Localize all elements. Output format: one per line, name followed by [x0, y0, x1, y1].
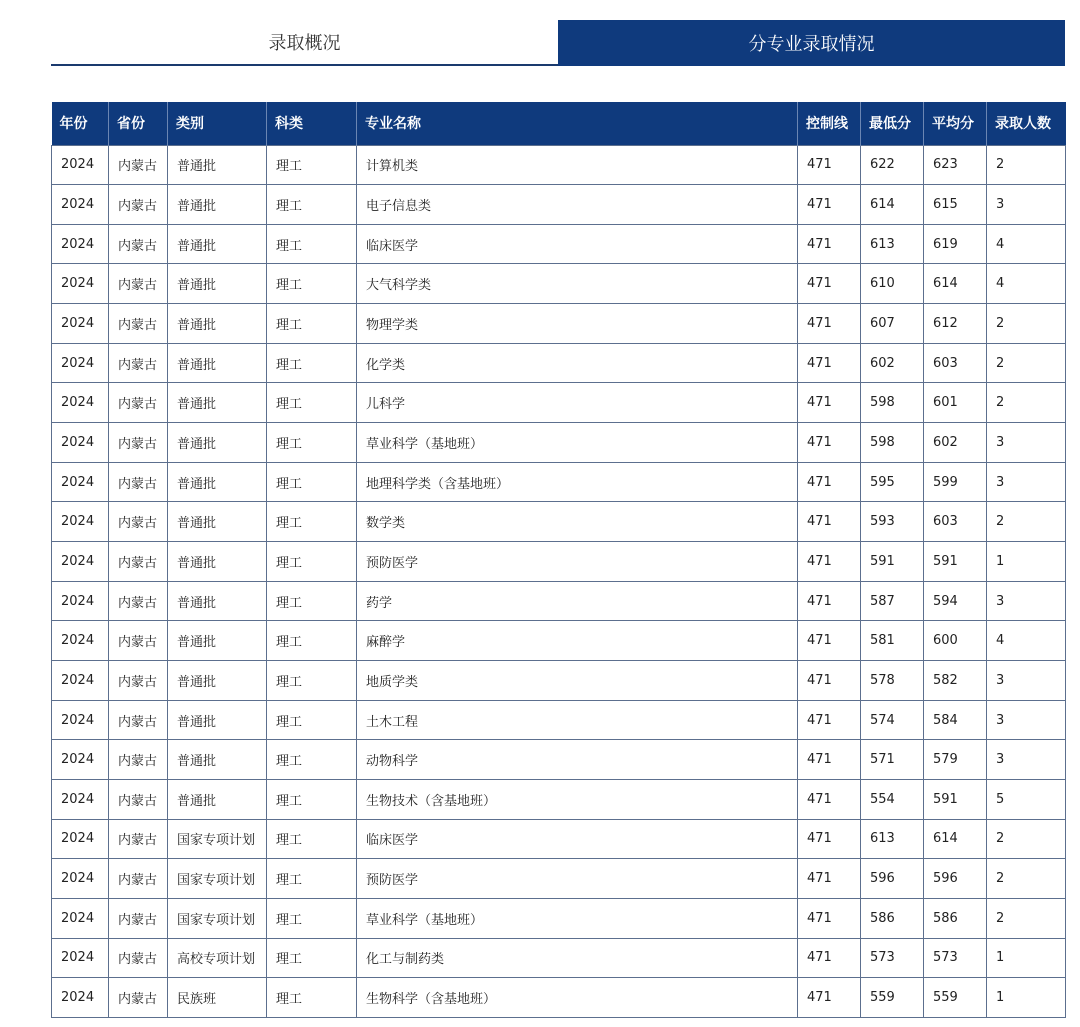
cell-col-admitted-count: 2 [987, 898, 1066, 938]
cell-col-year: 2024 [52, 581, 109, 621]
table-row [52, 780, 1066, 820]
cell-col-control-line: 471 [798, 938, 861, 978]
tab-admission-by-major[interactable]: 分专业录取情况 [558, 20, 1065, 66]
cell-col-province: 内蒙古 [109, 740, 168, 780]
cell-col-province: 内蒙古 [109, 859, 168, 899]
cell-col-subject-type: 理工 [267, 740, 357, 780]
cell-col-province: 内蒙古 [109, 224, 168, 264]
cell-col-major-name: 药学 [357, 581, 798, 621]
cell-col-avg-score: 614 [924, 264, 987, 304]
table-header-row [52, 102, 1066, 145]
tab-admission-overview[interactable]: 录取概况 [51, 20, 558, 66]
cell-col-major-name: 临床医学 [357, 819, 798, 859]
cell-col-subject-type: 理工 [267, 423, 357, 463]
cell-col-min-score: 614 [861, 185, 924, 225]
cell-col-year: 2024 [52, 502, 109, 542]
table-row [52, 898, 1066, 938]
cell-col-min-score: 581 [861, 621, 924, 661]
table-row [52, 740, 1066, 780]
cell-col-category: 国家专项计划 [168, 898, 267, 938]
table-row [52, 938, 1066, 978]
cell-col-subject-type: 理工 [267, 502, 357, 542]
table-row [52, 819, 1066, 859]
cell-col-year: 2024 [52, 700, 109, 740]
cell-col-subject-type: 理工 [267, 383, 357, 423]
cell-col-avg-score: 586 [924, 898, 987, 938]
cell-col-subject-type: 理工 [267, 343, 357, 383]
cell-col-avg-score: 594 [924, 581, 987, 621]
cell-col-avg-score: 602 [924, 423, 987, 463]
cell-col-min-score: 593 [861, 502, 924, 542]
cell-col-category: 国家专项计划 [168, 819, 267, 859]
cell-col-control-line: 471 [798, 264, 861, 304]
cell-col-province: 内蒙古 [109, 304, 168, 344]
cell-col-min-score: 574 [861, 700, 924, 740]
cell-col-min-score: 595 [861, 462, 924, 502]
header-col-major-name: 专业名称 [357, 102, 798, 145]
cell-col-avg-score: 599 [924, 462, 987, 502]
cell-col-year: 2024 [52, 978, 109, 1018]
cell-col-category: 国家专项计划 [168, 859, 267, 899]
cell-col-major-name: 麻醉学 [357, 621, 798, 661]
table-row [52, 661, 1066, 701]
cell-col-category: 普通批 [168, 264, 267, 304]
header-col-category: 类别 [168, 102, 267, 145]
cell-col-control-line: 471 [798, 343, 861, 383]
cell-col-avg-score: 601 [924, 383, 987, 423]
cell-col-admitted-count: 3 [987, 462, 1066, 502]
cell-col-category: 普通批 [168, 780, 267, 820]
cell-col-admitted-count: 3 [987, 661, 1066, 701]
tab-bar [51, 20, 1065, 66]
cell-col-min-score: 571 [861, 740, 924, 780]
cell-col-major-name: 物理学类 [357, 304, 798, 344]
cell-col-province: 内蒙古 [109, 938, 168, 978]
cell-col-year: 2024 [52, 383, 109, 423]
cell-col-category: 普通批 [168, 661, 267, 701]
cell-col-subject-type: 理工 [267, 898, 357, 938]
header-col-min-score: 最低分 [861, 102, 924, 145]
header-col-control-line: 控制线 [798, 102, 861, 145]
cell-col-min-score: 607 [861, 304, 924, 344]
cell-col-category: 普通批 [168, 185, 267, 225]
cell-col-province: 内蒙古 [109, 502, 168, 542]
cell-col-min-score: 587 [861, 581, 924, 621]
cell-col-year: 2024 [52, 343, 109, 383]
cell-col-year: 2024 [52, 145, 109, 185]
cell-col-subject-type: 理工 [267, 978, 357, 1018]
cell-col-min-score: 578 [861, 661, 924, 701]
table-row [52, 502, 1066, 542]
cell-col-category: 高校专项计划 [168, 938, 267, 978]
cell-col-major-name: 电子信息类 [357, 185, 798, 225]
cell-col-subject-type: 理工 [267, 780, 357, 820]
cell-col-province: 内蒙古 [109, 185, 168, 225]
cell-col-min-score: 554 [861, 780, 924, 820]
cell-col-avg-score: 584 [924, 700, 987, 740]
cell-col-category: 普通批 [168, 224, 267, 264]
header-col-avg-score: 平均分 [924, 102, 987, 145]
cell-col-province: 内蒙古 [109, 145, 168, 185]
cell-col-subject-type: 理工 [267, 304, 357, 344]
cell-col-category: 普通批 [168, 304, 267, 344]
cell-col-subject-type: 理工 [267, 661, 357, 701]
cell-col-major-name: 临床医学 [357, 224, 798, 264]
cell-col-admitted-count: 3 [987, 185, 1066, 225]
cell-col-subject-type: 理工 [267, 581, 357, 621]
cell-col-province: 内蒙古 [109, 978, 168, 1018]
cell-col-year: 2024 [52, 819, 109, 859]
cell-col-subject-type: 理工 [267, 145, 357, 185]
cell-col-year: 2024 [52, 780, 109, 820]
cell-col-category: 普通批 [168, 423, 267, 463]
table-header [52, 102, 1066, 145]
cell-col-year: 2024 [52, 542, 109, 582]
cell-col-year: 2024 [52, 462, 109, 502]
cell-col-province: 内蒙古 [109, 661, 168, 701]
header-col-admitted-count: 录取人数 [987, 102, 1066, 145]
cell-col-admitted-count: 3 [987, 423, 1066, 463]
table-row [52, 423, 1066, 463]
cell-col-major-name: 生物技术（含基地班） [357, 780, 798, 820]
cell-col-subject-type: 理工 [267, 542, 357, 582]
cell-col-subject-type: 理工 [267, 621, 357, 661]
cell-col-province: 内蒙古 [109, 700, 168, 740]
cell-col-admitted-count: 2 [987, 383, 1066, 423]
cell-col-subject-type: 理工 [267, 938, 357, 978]
cell-col-province: 内蒙古 [109, 819, 168, 859]
cell-col-admitted-count: 2 [987, 502, 1066, 542]
cell-col-avg-score: 596 [924, 859, 987, 899]
cell-col-subject-type: 理工 [267, 462, 357, 502]
table-row [52, 343, 1066, 383]
cell-col-min-score: 610 [861, 264, 924, 304]
cell-col-province: 内蒙古 [109, 343, 168, 383]
cell-col-avg-score: 591 [924, 780, 987, 820]
cell-col-major-name: 预防医学 [357, 542, 798, 582]
cell-col-major-name: 预防医学 [357, 859, 798, 899]
cell-col-admitted-count: 2 [987, 343, 1066, 383]
header-col-year: 年份 [52, 102, 109, 145]
cell-col-province: 内蒙古 [109, 542, 168, 582]
cell-col-subject-type: 理工 [267, 264, 357, 304]
table-row [52, 700, 1066, 740]
cell-col-category: 普通批 [168, 383, 267, 423]
cell-col-avg-score: 603 [924, 343, 987, 383]
cell-col-admitted-count: 2 [987, 145, 1066, 185]
cell-col-category: 普通批 [168, 462, 267, 502]
cell-col-admitted-count: 1 [987, 938, 1066, 978]
cell-col-category: 普通批 [168, 542, 267, 582]
cell-col-control-line: 471 [798, 462, 861, 502]
cell-col-major-name: 儿科学 [357, 383, 798, 423]
cell-col-province: 内蒙古 [109, 780, 168, 820]
cell-col-admitted-count: 5 [987, 780, 1066, 820]
cell-col-subject-type: 理工 [267, 859, 357, 899]
cell-col-category: 普通批 [168, 700, 267, 740]
cell-col-avg-score: 591 [924, 542, 987, 582]
cell-col-admitted-count: 1 [987, 978, 1066, 1018]
cell-col-avg-score: 582 [924, 661, 987, 701]
cell-col-control-line: 471 [798, 304, 861, 344]
cell-col-admitted-count: 4 [987, 621, 1066, 661]
cell-col-control-line: 471 [798, 740, 861, 780]
cell-col-min-score: 613 [861, 224, 924, 264]
header-col-province: 省份 [109, 102, 168, 145]
cell-col-province: 内蒙古 [109, 898, 168, 938]
table-row [52, 264, 1066, 304]
cell-col-subject-type: 理工 [267, 819, 357, 859]
cell-col-avg-score: 614 [924, 819, 987, 859]
cell-col-category: 普通批 [168, 740, 267, 780]
cell-col-admitted-count: 3 [987, 581, 1066, 621]
table-row [52, 542, 1066, 582]
cell-col-avg-score: 603 [924, 502, 987, 542]
admission-table [51, 102, 1066, 1018]
cell-col-admitted-count: 2 [987, 859, 1066, 899]
table-row [52, 621, 1066, 661]
cell-col-major-name: 计算机类 [357, 145, 798, 185]
cell-col-control-line: 471 [798, 581, 861, 621]
cell-col-control-line: 471 [798, 859, 861, 899]
cell-col-category: 普通批 [168, 502, 267, 542]
cell-col-year: 2024 [52, 938, 109, 978]
cell-col-major-name: 大气科学类 [357, 264, 798, 304]
header-col-subject-type: 科类 [267, 102, 357, 145]
cell-col-province: 内蒙古 [109, 423, 168, 463]
cell-col-min-score: 573 [861, 938, 924, 978]
cell-col-major-name: 地理科学类（含基地班） [357, 462, 798, 502]
admission-table-container [51, 102, 1065, 1018]
cell-col-year: 2024 [52, 621, 109, 661]
table-row [52, 859, 1066, 899]
cell-col-avg-score: 579 [924, 740, 987, 780]
table-row [52, 462, 1066, 502]
cell-col-avg-score: 612 [924, 304, 987, 344]
table-row [52, 185, 1066, 225]
cell-col-category: 普通批 [168, 145, 267, 185]
cell-col-year: 2024 [52, 185, 109, 225]
cell-col-avg-score: 559 [924, 978, 987, 1018]
cell-col-avg-score: 619 [924, 224, 987, 264]
cell-col-admitted-count: 2 [987, 819, 1066, 859]
cell-col-admitted-count: 4 [987, 224, 1066, 264]
table-row [52, 581, 1066, 621]
table-row [52, 383, 1066, 423]
cell-col-admitted-count: 2 [987, 304, 1066, 344]
cell-col-avg-score: 573 [924, 938, 987, 978]
cell-col-control-line: 471 [798, 661, 861, 701]
cell-col-year: 2024 [52, 423, 109, 463]
cell-col-control-line: 471 [798, 224, 861, 264]
table-row [52, 224, 1066, 264]
cell-col-min-score: 613 [861, 819, 924, 859]
cell-col-avg-score: 623 [924, 145, 987, 185]
table-body [52, 145, 1066, 1017]
cell-col-min-score: 598 [861, 423, 924, 463]
cell-col-control-line: 471 [798, 780, 861, 820]
cell-col-control-line: 471 [798, 898, 861, 938]
table-row [52, 145, 1066, 185]
cell-col-subject-type: 理工 [267, 224, 357, 264]
cell-col-year: 2024 [52, 304, 109, 344]
cell-col-control-line: 471 [798, 978, 861, 1018]
cell-col-control-line: 471 [798, 185, 861, 225]
cell-col-year: 2024 [52, 224, 109, 264]
cell-col-admitted-count: 3 [987, 700, 1066, 740]
cell-col-major-name: 草业科学（基地班） [357, 423, 798, 463]
cell-col-admitted-count: 3 [987, 740, 1066, 780]
cell-col-control-line: 471 [798, 383, 861, 423]
cell-col-control-line: 471 [798, 542, 861, 582]
cell-col-category: 普通批 [168, 343, 267, 383]
cell-col-min-score: 602 [861, 343, 924, 383]
cell-col-major-name: 生物科学（含基地班） [357, 978, 798, 1018]
cell-col-year: 2024 [52, 898, 109, 938]
cell-col-year: 2024 [52, 661, 109, 701]
cell-col-min-score: 591 [861, 542, 924, 582]
cell-col-min-score: 559 [861, 978, 924, 1018]
cell-col-min-score: 622 [861, 145, 924, 185]
cell-col-control-line: 471 [798, 819, 861, 859]
cell-col-control-line: 471 [798, 621, 861, 661]
cell-col-province: 内蒙古 [109, 462, 168, 502]
cell-col-year: 2024 [52, 740, 109, 780]
cell-col-min-score: 586 [861, 898, 924, 938]
cell-col-major-name: 化学类 [357, 343, 798, 383]
table-row [52, 978, 1066, 1018]
cell-col-admitted-count: 1 [987, 542, 1066, 582]
cell-col-major-name: 化工与制药类 [357, 938, 798, 978]
cell-col-min-score: 596 [861, 859, 924, 899]
cell-col-admitted-count: 4 [987, 264, 1066, 304]
cell-col-province: 内蒙古 [109, 264, 168, 304]
cell-col-category: 普通批 [168, 581, 267, 621]
cell-col-major-name: 草业科学（基地班） [357, 898, 798, 938]
cell-col-province: 内蒙古 [109, 581, 168, 621]
cell-col-category: 普通批 [168, 621, 267, 661]
cell-col-year: 2024 [52, 859, 109, 899]
cell-col-control-line: 471 [798, 502, 861, 542]
cell-col-subject-type: 理工 [267, 700, 357, 740]
cell-col-province: 内蒙古 [109, 621, 168, 661]
cell-col-major-name: 动物科学 [357, 740, 798, 780]
cell-col-avg-score: 600 [924, 621, 987, 661]
cell-col-control-line: 471 [798, 145, 861, 185]
cell-col-province: 内蒙古 [109, 383, 168, 423]
cell-col-min-score: 598 [861, 383, 924, 423]
cell-col-control-line: 471 [798, 423, 861, 463]
cell-col-major-name: 地质学类 [357, 661, 798, 701]
cell-col-category: 民族班 [168, 978, 267, 1018]
cell-col-major-name: 数学类 [357, 502, 798, 542]
table-row [52, 304, 1066, 344]
cell-col-avg-score: 615 [924, 185, 987, 225]
cell-col-year: 2024 [52, 264, 109, 304]
cell-col-subject-type: 理工 [267, 185, 357, 225]
cell-col-control-line: 471 [798, 700, 861, 740]
cell-col-major-name: 土木工程 [357, 700, 798, 740]
